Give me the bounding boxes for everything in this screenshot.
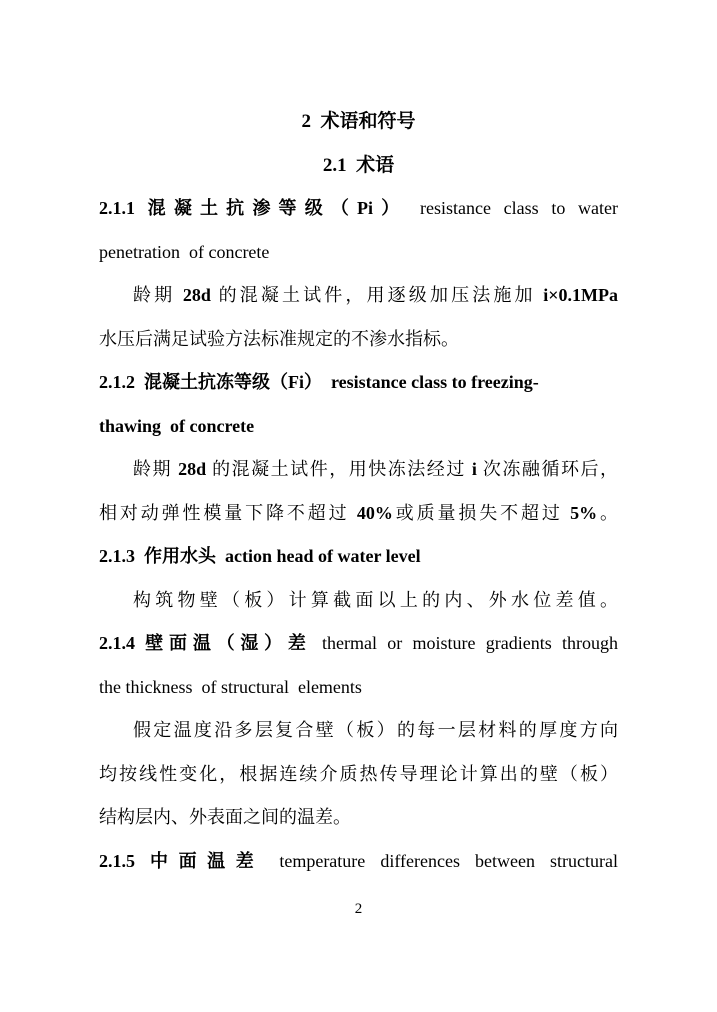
text-segment: 2.1.3 [99, 546, 135, 566]
def-2.1.3-line1 [99, 579, 618, 623]
term-2.1.4-title [99, 622, 618, 666]
text-segment: 5% [570, 502, 598, 523]
text-segment: 28d [182, 285, 211, 305]
def-2.1.4-line3 [99, 796, 618, 840]
text-segment: 混凝土抗冻等级（Fi） [135, 372, 322, 392]
text-segment: i [471, 459, 477, 479]
text-segment: resistance class to freezing- [322, 372, 539, 392]
def-2.1.4-line1 [99, 709, 618, 753]
text-segment: 相对动弹性模量下降不超过 [99, 502, 357, 523]
section-heading: 2.1 术语 [322, 154, 395, 176]
text-segment: 2.1.2 [99, 372, 135, 392]
text-segment: 龄期 [133, 285, 183, 305]
text-segment: 2.1.4 [99, 633, 135, 653]
text-segment: 中面温差 [135, 850, 265, 871]
page-content [99, 100, 618, 883]
text-segment: 结构层内、外表面之间的温差。 [99, 807, 351, 827]
chapter-heading: 2 术语和符号 [301, 111, 416, 132]
text-segment: 的混凝土试件，用快冻法经过 [206, 459, 472, 479]
text-segment: 40% [356, 502, 393, 523]
def-2.1.1-line1 [99, 274, 618, 318]
term-2.1.1-title-cont [99, 231, 618, 275]
text-segment: 均按线性变化，根据连续介质热传导理论计算出的壁（板） [99, 763, 618, 784]
term-2.1.4-title-cont [99, 666, 618, 710]
text-segment: temperature differences between structural [264, 850, 619, 871]
def-2.1.2-line1 [99, 448, 618, 492]
page-number: 2 [354, 901, 363, 917]
text-segment: 假定温度沿多层复合壁（板）的每一层材料的厚度方向 [133, 720, 618, 740]
text-segment: action head of water level [216, 546, 421, 566]
text-segment: 2.1.5 [99, 850, 135, 871]
text-segment: 2.1.1 [99, 198, 135, 218]
term-2.1.1-title [99, 187, 618, 231]
text-segment: penetration of concrete [99, 241, 270, 262]
text-segment: resistance class to water [407, 198, 618, 218]
term-2.1.3-title [99, 535, 618, 579]
text-segment: 水压后满足试验方法标准规定的不渗水指标。 [99, 328, 459, 349]
text-segment: 作用水头 [135, 546, 216, 566]
def-2.1.4-line2 [99, 753, 618, 797]
text-segment: 构筑物壁（板）计算截面以上的内、外水位差值。 [133, 589, 618, 610]
text-segment: 或质量损失不超过 [392, 502, 571, 523]
text-segment: thawing of concrete [99, 415, 255, 436]
text-segment: the thickness of structural elements [99, 676, 362, 697]
text-segment: 壁面温（湿）差 [135, 633, 312, 653]
term-2.1.2-title [99, 361, 618, 405]
text-segment: 。 [597, 502, 618, 523]
text-segment: 的混凝土试件，用逐级加压法施加 [210, 285, 544, 305]
text-segment: 次冻融循环后， [476, 459, 619, 479]
text-segment: 混凝土抗渗等级（Pi） [135, 198, 408, 218]
text-segment: thermal or moisture gradients through [311, 633, 619, 653]
term-2.1.2-title-cont [99, 405, 618, 449]
def-2.1.2-line2 [99, 492, 618, 536]
def-2.1.1-line2 [99, 318, 618, 362]
text-segment: 龄期 [133, 459, 179, 479]
text-segment: 28d [178, 459, 207, 479]
text-segment: i×0.1MPa [543, 285, 619, 305]
term-2.1.5-title [99, 840, 618, 884]
